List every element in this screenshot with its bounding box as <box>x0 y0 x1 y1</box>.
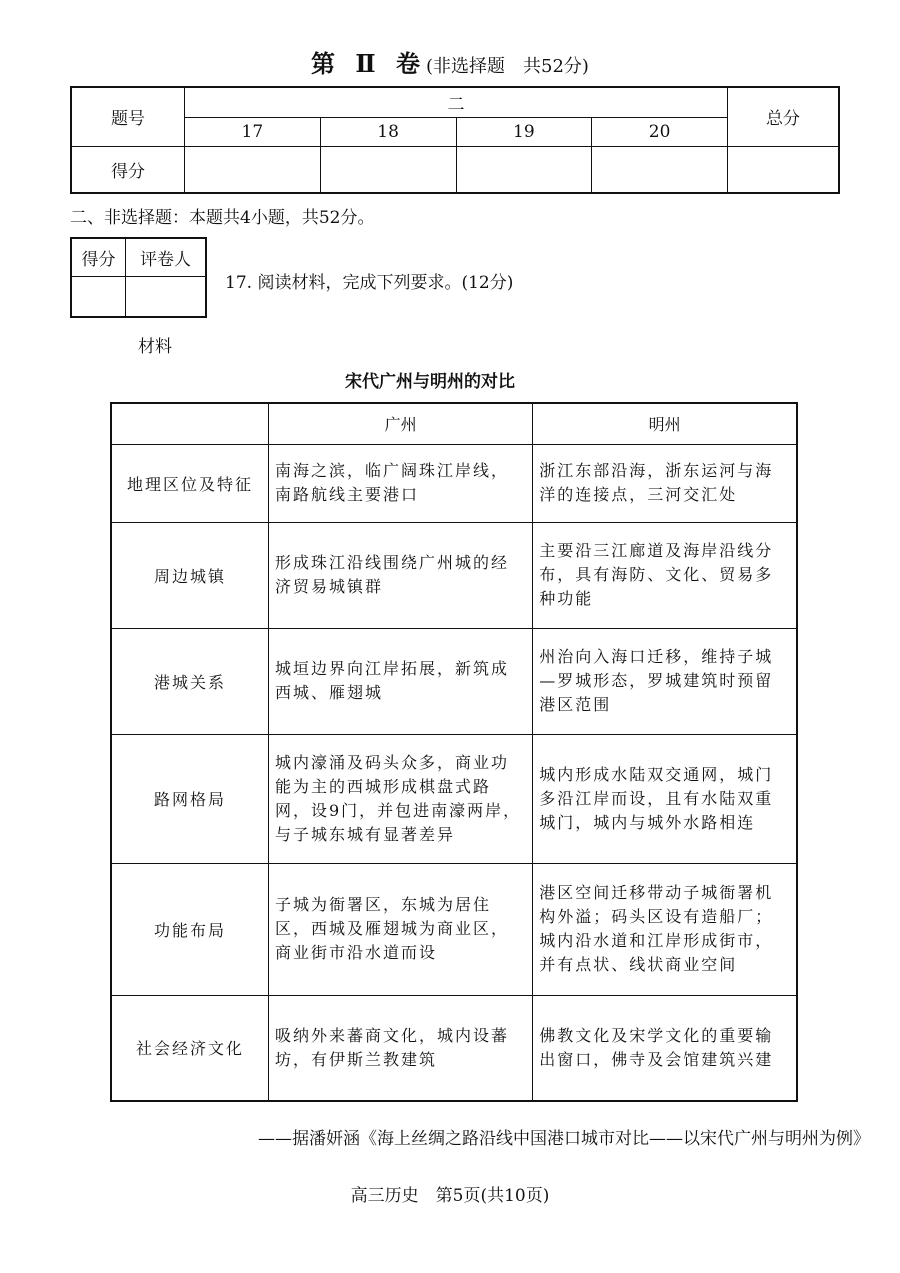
row-aspect-label: 港城关系 <box>111 628 269 734</box>
score-cell-18 <box>320 146 456 193</box>
part-title <box>0 44 900 79</box>
row-aspect-label: 路网格局 <box>111 734 269 863</box>
column-header-aspect <box>111 403 269 444</box>
mingzhou-cell: 城内形成水陆双交通网，城门多沿江岸而设，且有水陆双重城门，城内与城外水路相连 <box>533 734 797 863</box>
section-heading: 二、非选择题：本题共4小题，共52分。 <box>70 208 375 228</box>
question-19-header: 19 <box>456 117 592 146</box>
question-number-label: 题号 <box>71 87 185 146</box>
mingzhou-cell: 浙江东部沿海，浙东运河与海洋的连接点，三河交汇处 <box>533 444 797 522</box>
comparison-table <box>110 402 798 1102</box>
row-aspect-label: 周边城镇 <box>111 522 269 628</box>
section-number: 二 <box>185 87 728 117</box>
question-17-header: 17 <box>185 117 321 146</box>
comparison-row <box>111 522 797 628</box>
guangzhou-cell: 城内濠涌及码头众多，商业功能为主的西城形成棋盘式路网，设9门，并包进南濠两岸，与子城东城有显著差异 <box>269 734 533 863</box>
row-aspect-label: 社会经济文化 <box>111 995 269 1101</box>
comparison-row <box>111 734 797 863</box>
score-cell-20 <box>592 146 728 193</box>
question-20-header: 20 <box>592 117 728 146</box>
part-title-main: 第 Ⅱ 卷 <box>311 49 426 78</box>
mingzhou-cell: 州治向入海口迁移，维持子城—罗城形态，罗城建筑时预留港区范围 <box>533 628 797 734</box>
guangzhou-cell: 子城为衙署区，东城为居住区，西城及雁翅城为商业区，商业街市沿水道而设 <box>269 863 533 995</box>
guangzhou-cell: 形成珠江沿线围绕广州城的经济贸易城镇群 <box>269 522 533 628</box>
comparison-table-title: 宋代广州与明州的对比 <box>345 372 515 392</box>
mingzhou-cell: 主要沿三江廊道及海岸沿线分布，具有海防、文化、贸易多种功能 <box>533 522 797 628</box>
column-header-mingzhou: 明州 <box>533 403 797 444</box>
row-aspect-label: 地理区位及特征 <box>111 444 269 522</box>
comparison-row <box>111 628 797 734</box>
column-header-guangzhou: 广州 <box>269 403 533 444</box>
part-title-sub: (非选择题 共52分) <box>425 56 589 77</box>
comparison-row <box>111 995 797 1101</box>
material-label: 材料 <box>138 337 172 357</box>
comparison-row <box>111 863 797 995</box>
mingzhou-cell: 佛教文化及宋学文化的重要输出窗口，佛寺及会馆建筑兴建 <box>533 995 797 1101</box>
guangzhou-cell: 吸纳外来蕃商文化，城内设蕃坊，有伊斯兰教建筑 <box>269 995 533 1101</box>
question-18-header: 18 <box>320 117 456 146</box>
grader-name-cell <box>125 276 206 317</box>
guangzhou-cell: 南海之滨，临广阔珠江岸线，南路航线主要港口 <box>269 444 533 522</box>
guangzhou-cell: 城垣边界向江岸拓展，新筑成西城、雁翅城 <box>269 628 533 734</box>
comparison-row <box>111 444 797 522</box>
grader-box <box>70 237 207 318</box>
page-footer: 高三历史 第5页(共10页) <box>350 1186 550 1206</box>
total-score-label: 总分 <box>728 87 840 146</box>
score-cell-19 <box>456 146 592 193</box>
grader-name-label: 评卷人 <box>125 238 206 276</box>
question-17-prompt: 17. 阅读材料，完成下列要求。(12分) <box>225 273 514 293</box>
grader-score-cell <box>71 276 125 317</box>
score-table <box>70 86 840 194</box>
comparison-header-row <box>111 403 797 444</box>
score-cell-total <box>728 146 840 193</box>
mingzhou-cell: 港区空间迁移带动子城衙署机构外溢；码头区设有造船厂；城内沿水道和江岸形成街市，并有点状、线状商业空间 <box>533 863 797 995</box>
source-citation: ——据潘妍涵《海上丝绸之路沿线中国港口城市对比——以宋代广州与明州为例》 <box>258 1129 870 1149</box>
grader-score-label: 得分 <box>71 238 125 276</box>
score-row-label: 得分 <box>71 146 185 193</box>
row-aspect-label: 功能布局 <box>111 863 269 995</box>
score-cell-17 <box>185 146 321 193</box>
